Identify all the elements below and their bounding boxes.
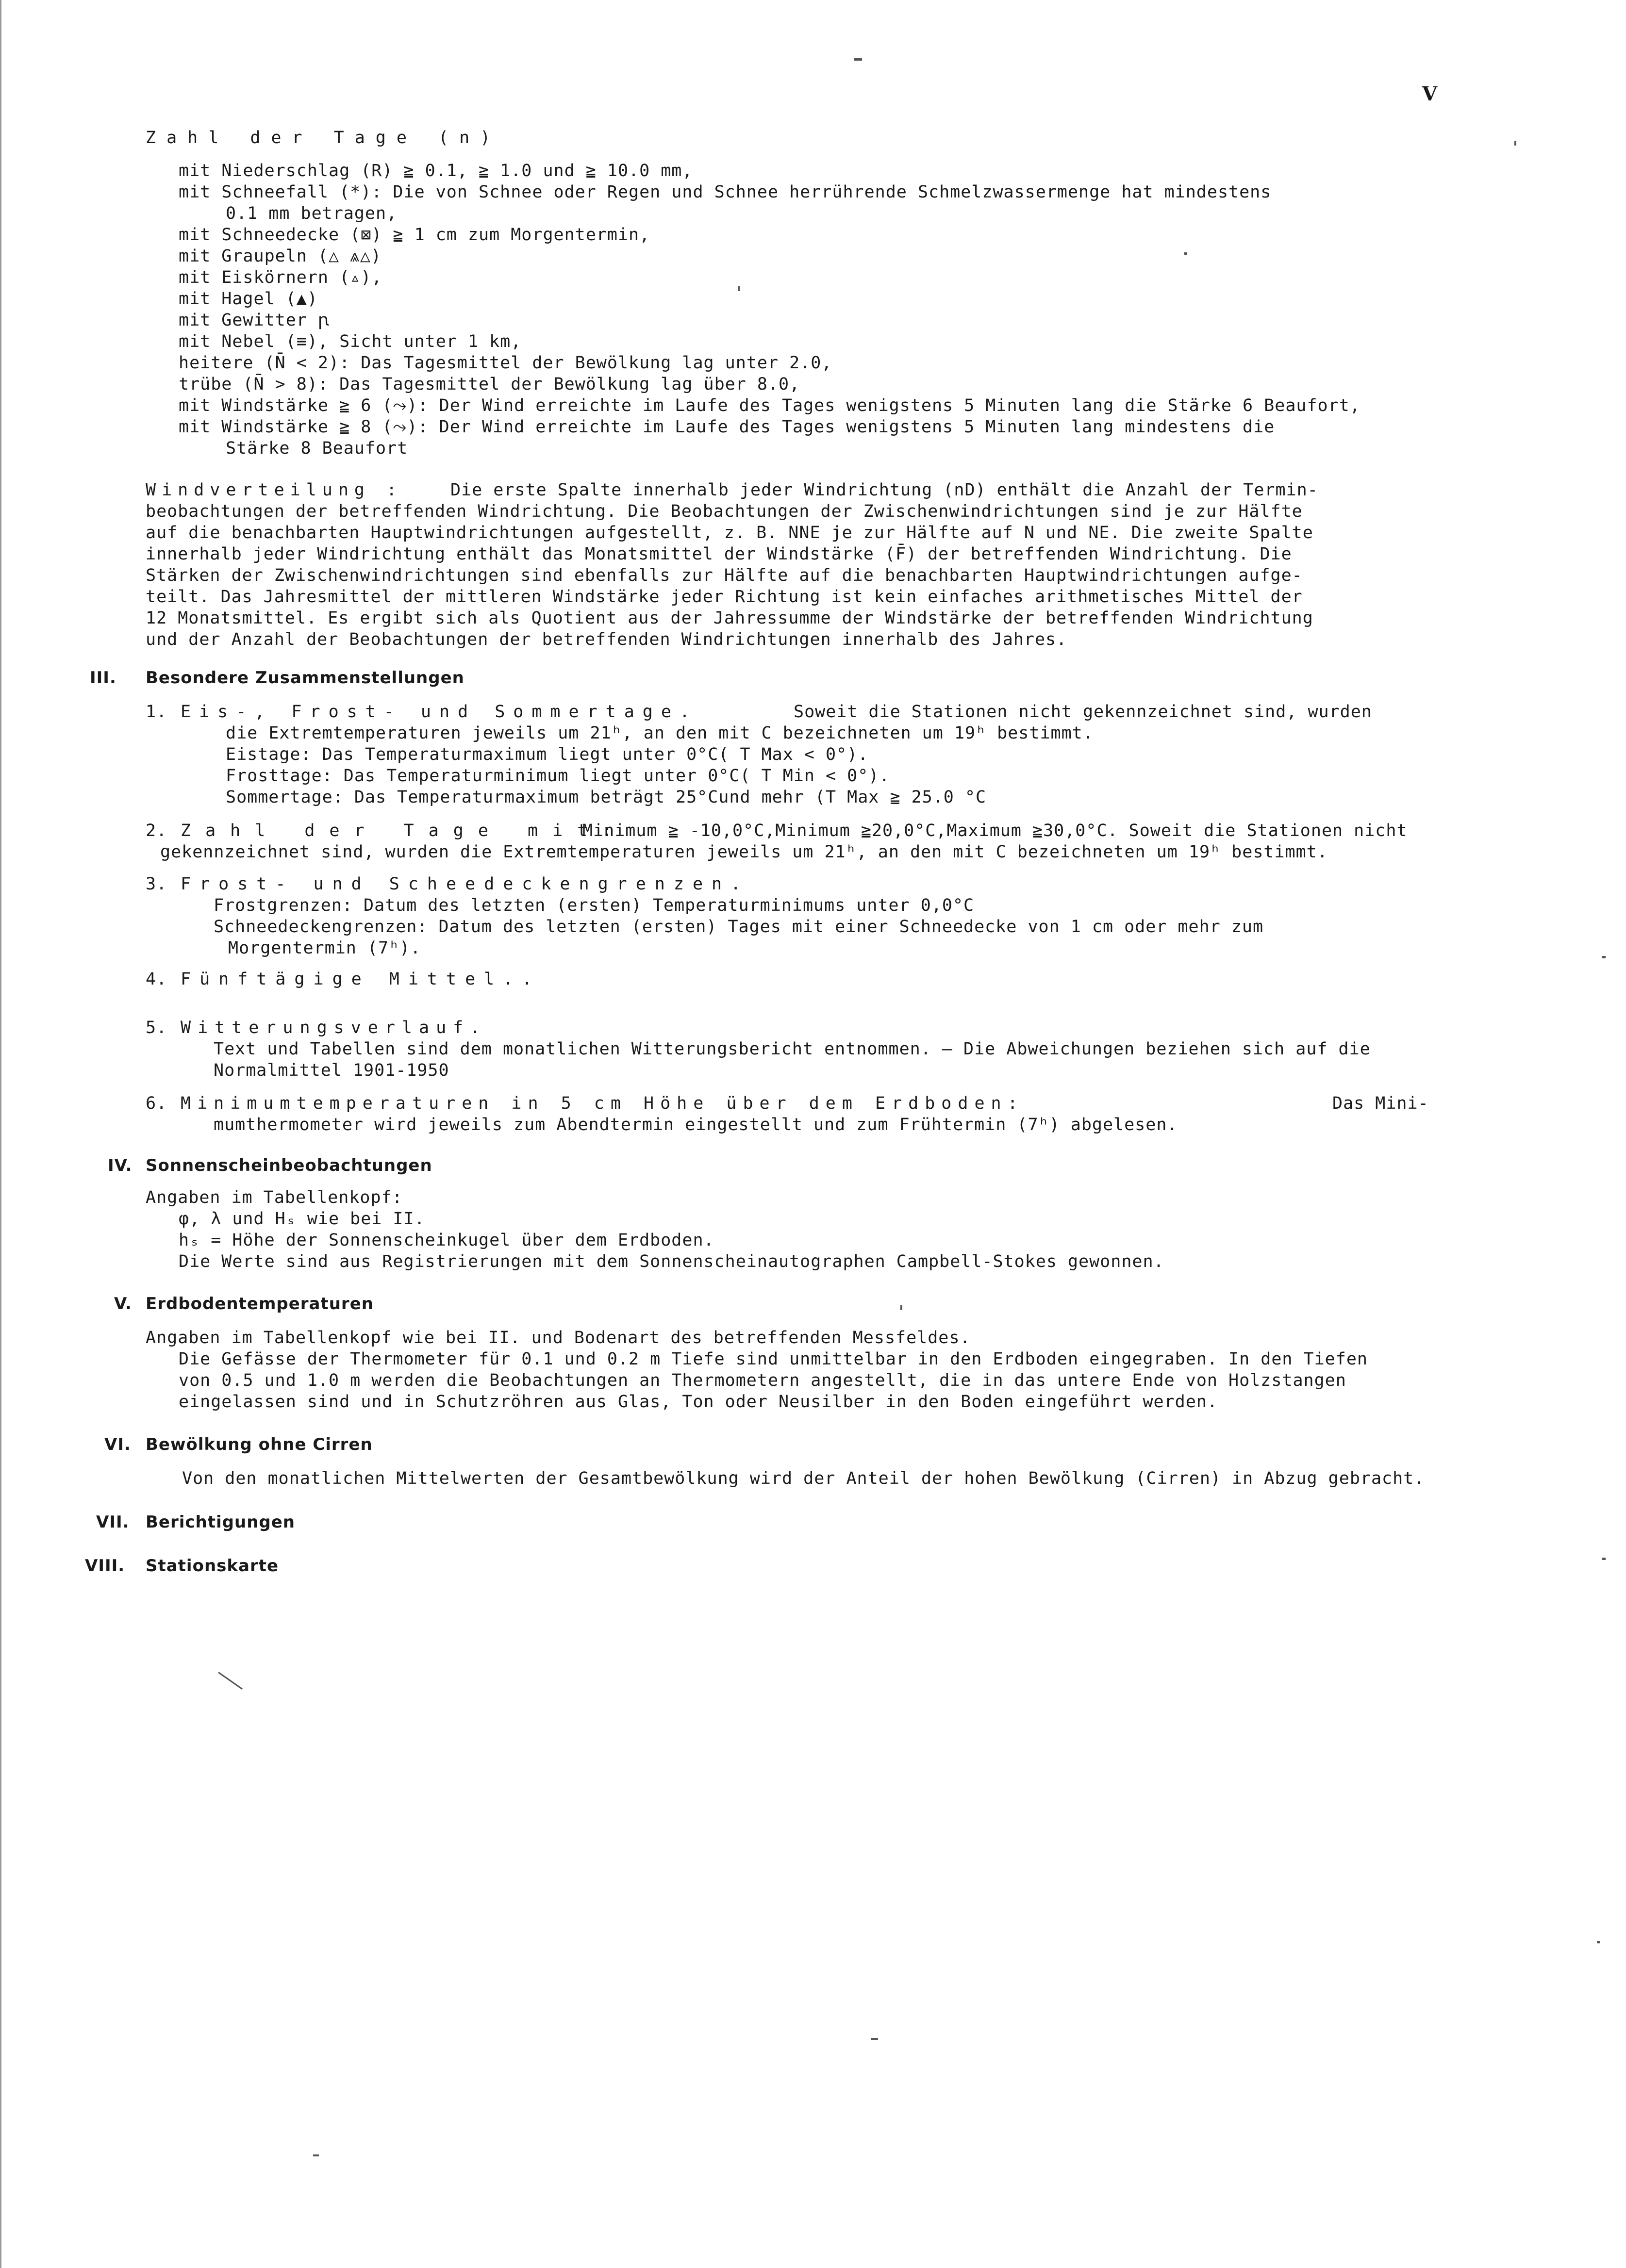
- scan-speck: [218, 1672, 243, 1690]
- section-number: III.: [90, 668, 116, 688]
- section-line: Von den monatlichen Mittelwerten der Gesamtbewölkung wird der Anteil der hohen Bewölkung (Cirren) in Abzug gebracht.: [182, 1469, 1425, 1488]
- section-title: Berichtigungen: [146, 1512, 296, 1532]
- item-title: Minimumtemperaturen in 5 cm Höhe über dem Erdboden:: [181, 1094, 1024, 1113]
- zahl-line: mit Graupeln (△ ⩓△): [179, 247, 382, 266]
- section-number: VIII.: [85, 1556, 125, 1576]
- scan-speck: [313, 2154, 319, 2156]
- item-line: Schneedeckengrenzen: Datum des letzten (ersten) Tages mit einer Schneedecke von 1 cm oder mehr zum: [214, 917, 1264, 937]
- item-line: Minimum ≧ -10,0°C,Minimum ≧20,0°C,Maximum ≧30,0°C. Soweit die Stationen nicht: [582, 821, 1408, 840]
- zahl-line: mit Hagel (▲): [179, 289, 318, 309]
- zahl-line: mit Schneefall (*): Die von Schnee oder Regen und Schnee herrührende Schmelzwassermenge hat mindestens: [179, 182, 1272, 202]
- zahl-line: 0.1 mm betragen,: [226, 204, 398, 223]
- item-title: Zahl der Tage mit:: [181, 821, 627, 840]
- zahl-line: mit Nebel (≡), Sicht unter 1 km,: [179, 332, 522, 351]
- zahl-line: mit Eiskörnern (▵),: [179, 268, 382, 287]
- scan-speck: [854, 58, 862, 61]
- section-line: Die Werte sind aus Registrierungen mit dem Sonnenscheinautographen Campbell-Stokes gewonnen.: [179, 1252, 1164, 1271]
- item-number: 4.: [146, 970, 167, 989]
- section-number: IV.: [108, 1156, 133, 1175]
- section-line: Angaben im Tabellenkopf wie bei II. und Bodenart des betreffenden Messfeldes.: [146, 1328, 971, 1348]
- section-line: Angaben im Tabellenkopf:: [146, 1188, 403, 1207]
- item-line: mumthermometer wird jeweils zum Abendtermin eingestellt und zum Frühtermin (7ʰ) abgelesen.: [214, 1115, 1178, 1134]
- scan-edge: [0, 0, 1, 2268]
- zahl-line: mit Gewitter ꞃ: [179, 311, 330, 330]
- zahl-line: mit Windstärke ≧ 6 (⤳): Der Wind erreichte im Laufe des Tages wenigstens 5 Minuten lang die Stärke 6 Beaufort,: [179, 396, 1361, 415]
- zahl-heading: Zahl der Tage (n): [146, 128, 501, 148]
- scan-speck: [1514, 141, 1516, 146]
- windverteilung-line: und der Anzahl der Beobachtungen der betreffenden Windrichtungen innerhalb des Jahres.: [146, 630, 1067, 649]
- windverteilung-line: innerhalb jeder Windrichtung enthält das Monatsmittel der Windstärke (F̄) der betreffenden Windrichtung. Die: [146, 544, 1292, 564]
- zahl-line: mit Windstärke ≧ 8 (⤳): Der Wind erreichte im Laufe des Tages wenigstens 5 Minuten lang mindestens die: [179, 417, 1275, 437]
- item-line: Soweit die Stationen nicht gekennzeichnet sind, wurden: [794, 702, 1372, 722]
- item-number: 3.: [146, 874, 167, 894]
- windverteilung-line: teilt. Das Jahresmittel der mittleren Windstärke jeder Richtung ist kein einfaches arithmetisches Mittel der: [146, 587, 1303, 607]
- scan-speck: [900, 1305, 902, 1310]
- section-title: Stationskarte: [146, 1556, 279, 1576]
- page-number: V: [1422, 82, 1438, 105]
- item-line: Frosttage: Das Temperaturminimum liegt unter 0°C( T Min < 0°).: [226, 766, 890, 786]
- item-line: die Extremtemperaturen jeweils um 21ʰ, an den mit C bezeichneten um 19ʰ bestimmt.: [226, 723, 1094, 743]
- windverteilung-line: Die erste Spalte innerhalb jeder Windrichtung (nD) enthält die Anzahl der Termin-: [450, 480, 1318, 500]
- item-line: Normalmittel 1901-1950: [214, 1061, 449, 1080]
- item-title: Eis-, Frost- und Sommertage.: [181, 702, 698, 722]
- scan-speck: [1597, 1941, 1600, 1943]
- section-number: VI.: [104, 1435, 131, 1454]
- windverteilung-line: Stärken der Zwischenwindrichtungen sind ebenfalls zur Hälfte auf die benachbarten Hauptwindrichtungen aufge-: [146, 566, 1303, 585]
- item-line: Eistage: Das Temperaturmaximum liegt unter 0°C( T Max < 0°).: [226, 745, 869, 764]
- item-number: 2.: [146, 821, 167, 840]
- windverteilung-line: 12 Monatsmittel. Es ergibt sich als Quotient aus der Jahressumme der Windstärke der betreffenden Windrichtung: [146, 608, 1313, 628]
- zahl-line: Stärke 8 Beaufort: [226, 439, 408, 458]
- item-title: Frost- und Scheedeckengrenzen.: [181, 874, 750, 894]
- item-number: 1.: [146, 702, 167, 722]
- section-line: hₛ = Höhe der Sonnenscheinkugel über dem Erdboden.: [179, 1231, 714, 1250]
- item-line: Das Mini-: [1332, 1094, 1429, 1113]
- section-line: Die Gefässe der Thermometer für 0.1 und 0.2 m Tiefe sind unmittelbar in den Erdboden eingegraben. In den Tiefen: [179, 1349, 1368, 1369]
- zahl-line: mit Niederschlag (R) ≧ 0.1, ≧ 1.0 und ≧ 10.0 mm,: [179, 161, 693, 181]
- zahl-line: heitere (N̄ < 2): Das Tagesmittel der Bewölkung lag unter 2.0,: [179, 353, 832, 373]
- scan-speck: [738, 286, 740, 291]
- section-title: Sonnenscheinbeobachtungen: [146, 1156, 432, 1175]
- section-title: Besondere Zusammenstellungen: [146, 668, 465, 688]
- item-line: Text und Tabellen sind dem monatlichen Witterungsbericht entnommen. — Die Abweichungen beziehen sich auf die: [214, 1039, 1371, 1059]
- item-number: 6.: [146, 1094, 167, 1113]
- section-line: eingelassen sind und in Schutzröhren aus Glas, Ton oder Neusilber in den Boden eingeführt werden.: [179, 1392, 1218, 1412]
- section-title: Erdbodentemperaturen: [146, 1294, 374, 1314]
- zahl-line: trübe (N̄ > 8): Das Tagesmittel der Bewölkung lag über 8.0,: [179, 375, 800, 394]
- item-line: Frostgrenzen: Datum des letzten (ersten) Temperaturminimums unter 0,0°C: [214, 896, 975, 915]
- section-line: von 0.5 und 1.0 m werden die Beobachtungen an Thermometern angestellt, die in das untere Ende von Holzstangen: [179, 1371, 1346, 1390]
- windverteilung-heading: Windverteilung :: [146, 480, 403, 500]
- zahl-line: mit Schneedecke (⊠) ≧ 1 cm zum Morgentermin,: [179, 225, 650, 245]
- section-number: V.: [114, 1294, 132, 1314]
- scan-speck: [1184, 252, 1187, 255]
- item-line: gekennzeichnet sind, wurden die Extremtemperaturen jeweils um 21ʰ, an den mit C bezeichneten um 19ʰ bestimmt.: [160, 842, 1328, 862]
- scan-speck: [871, 2038, 878, 2040]
- scan-speck: [1602, 1558, 1606, 1560]
- section-title: Bewölkung ohne Cirren: [146, 1435, 373, 1454]
- item-title: Fünftägige Mittel..: [181, 970, 541, 989]
- section-number: VII.: [96, 1512, 130, 1532]
- section-line: φ, λ und Hₛ wie bei II.: [179, 1209, 425, 1229]
- item-line: Morgentermin (7ʰ).: [228, 938, 421, 958]
- windverteilung-line: auf die benachbarten Hauptwindrichtungen aufgestellt, z. B. NNE je zur Hälfte auf N und NE. Die zweite Spalte: [146, 523, 1313, 542]
- item-title: Witterungsverlauf.: [181, 1018, 487, 1037]
- windverteilung-line: beobachtungen der betreffenden Windrichtung. Die Beobachtungen der Zwischenwindrichtungen sind je zur Hälfte: [146, 502, 1303, 521]
- item-line: Sommertage: Das Temperaturmaximum beträgt 25°Cund mehr (T Max ≧ 25.0 °C: [226, 788, 987, 807]
- scan-speck: [1602, 956, 1606, 958]
- item-number: 5.: [146, 1018, 167, 1037]
